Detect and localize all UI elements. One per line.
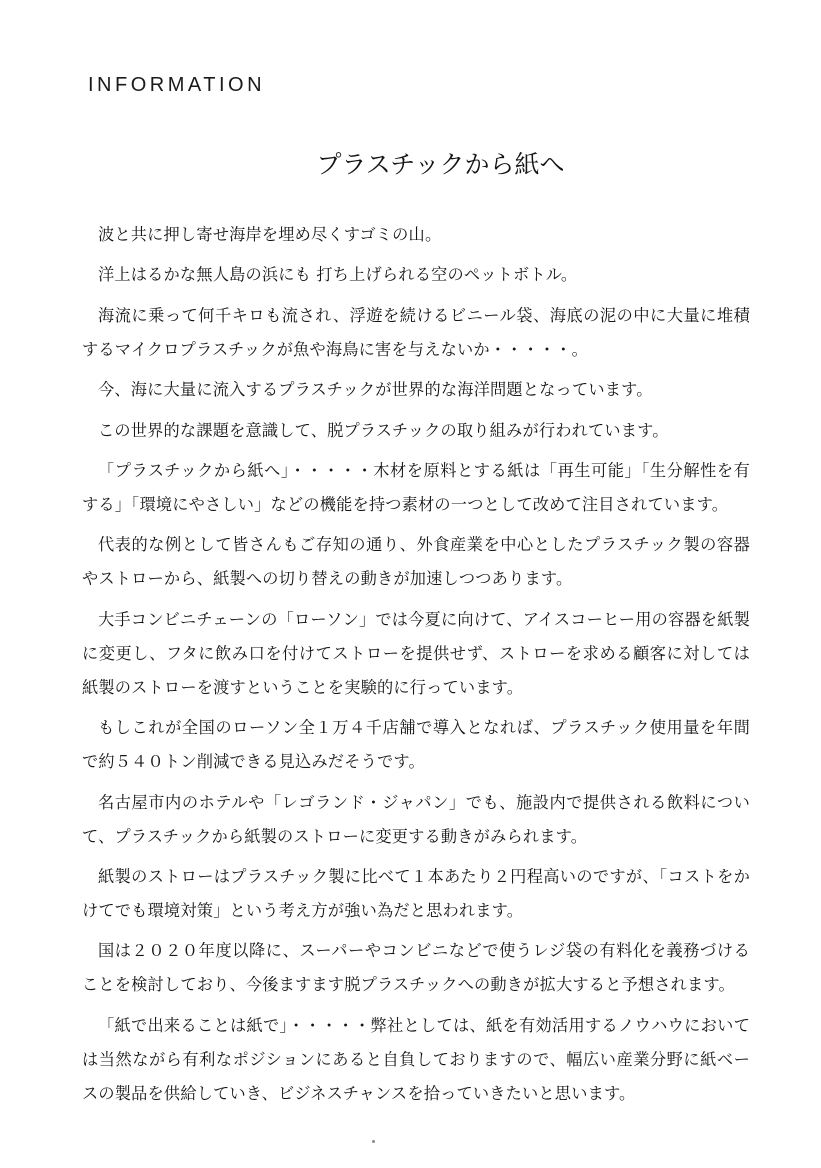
document-title: プラスチックから紙へ: [316, 150, 565, 179]
paragraph-11: 紙製のストローはプラスチック製に比べて１本あたり２円程高いのですが、「コストをかけてでも環境対策」という考え方が強い為だと思われます。: [82, 866, 750, 920]
page-mark: [372, 1140, 375, 1143]
paragraph-10: 名古屋市内のホテルや「レゴランド・ジャパン」でも、施設内で提供される飲料について、プラスチックから紙製のストローに変更する動きがみられます。: [82, 792, 750, 846]
document-body: [82, 218, 750, 1117]
section-label: INFORMATION: [88, 74, 266, 96]
paragraph-7: 代表的な例として皆さんもご存知の通り、外食産業を中心としたプラスチック製の容器やストローから、紙製への切り替えの動きが加速しつつあります。: [82, 535, 750, 589]
paragraph-3: 海流に乗って何千キロも流され、浮遊を続けるビニール袋、海底の泥の中に大量に堆積するマイクロプラスチックが魚や海鳥に害を与えないか・・・・・。: [82, 305, 750, 359]
paragraph-6: 「プラスチックから紙へ」・・・・・木材を原料とする紙は「再生可能」「生分解性を有する」「環境にやさしい」などの機能を持つ素材の一つとして改めて注目されています。: [82, 460, 750, 514]
paragraph-5: この世界的な課題を意識して、脱プラスチックの取り組みが行われています。: [98, 420, 669, 440]
paragraph-12: 国は２０２０年度以降に、スーパーやコンビニなどで使うレジ袋の有料化を義務づけることを検討しており、今後ますます脱プラスチックへの動きが拡大すると予想されます。: [82, 941, 750, 995]
paragraph-8: 大手コンビニチェーンの「ローソン」では今夏に向けて、アイスコーヒー用の容器を紙製に変更し、フタに飲み口を付けてストローを提供せず、ストローを求める顧客に対しては紙製のストローを渡すということを実験的に行っています。: [82, 609, 750, 697]
paragraph-9: もしこれが全国のローソン全１万４千店舗で導入となれば、プラスチック使用量を年間で約５４０トン削減できる見込みだそうです。: [82, 718, 750, 772]
paragraph-2: 洋上はるかな無人島の浜にも 打ち上げられる空のペットボトル。: [98, 265, 578, 285]
paragraph-1: 波と共に押し寄せ海岸を埋め尽くすゴミの山。: [98, 225, 442, 244]
paragraph-13: 「紙で出来ることは紙で」・・・・・弊社としては、紙を有効活用するノウハウにおいては当然ながら有利なポジションにあると自負しておりますので、幅広い産業分野に紙ベースの製品を供給していき、ビジネスチャンスを拾っていきたいと思います。: [82, 1015, 750, 1103]
paragraph-4: 今、海に大量に流入するプラスチックが世界的な海洋問題となっています。: [98, 380, 653, 400]
